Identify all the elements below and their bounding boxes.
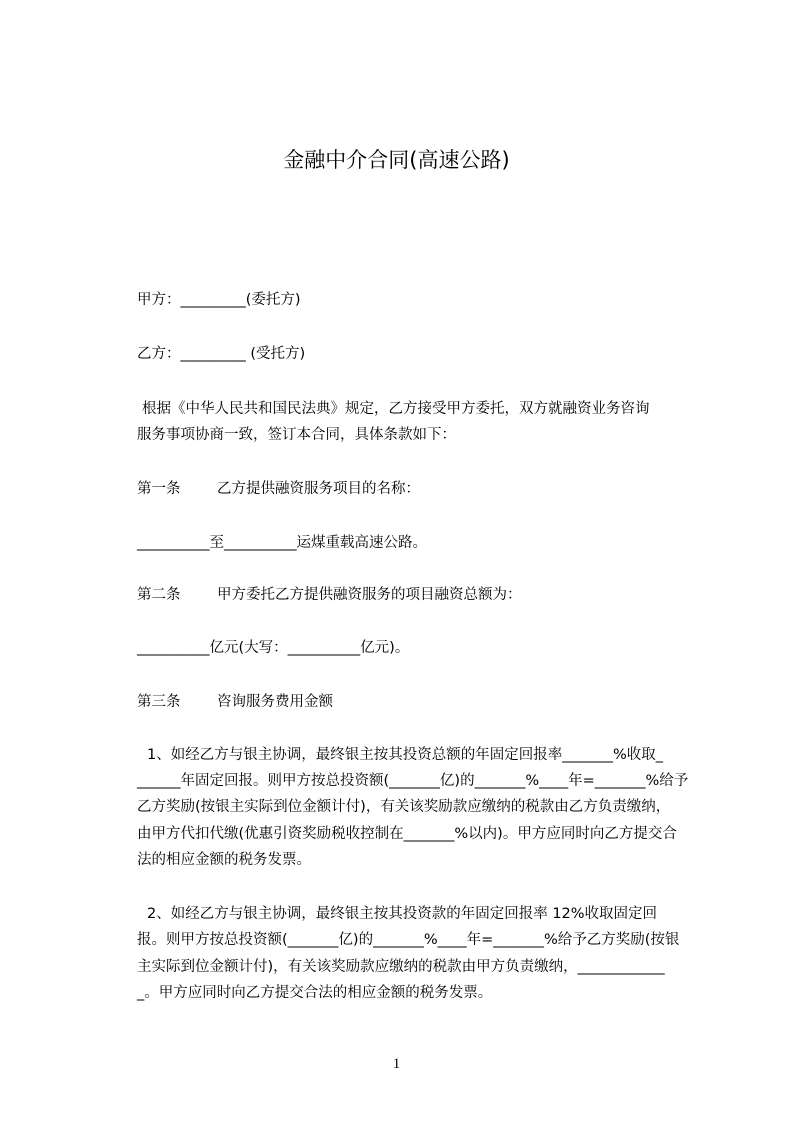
article-2-detail: __________亿元(大写：__________亿元)。: [137, 640, 410, 656]
intro-line: 服务事项协商一致，签订本合同，具体条款如下：: [137, 427, 456, 443]
clause-1-line: 由甲方代扣代缴(优惠引资奖励税收控制在_______%以内)。甲方应同时向乙方提交合: [137, 826, 677, 842]
article-1: [137, 480, 420, 498]
clause-1-line: 法的相应金额的税务发票。: [137, 852, 311, 868]
intro-line: 根据《中华人民共和国民法典》规定，乙方接受甲方委托，双方就融资业务咨询: [142, 401, 650, 417]
clause-2-line: _。甲方应同时向乙方提交合法的相应金额的税务发票。: [137, 985, 493, 1001]
article-label: 第三条: [137, 694, 181, 710]
article-text: 咨询服务费用金额: [217, 694, 333, 710]
article-text: 乙方提供融资服务项目的名称：: [217, 481, 420, 497]
clause-2-line: 主实际到位金额计付)，有关该奖励款应缴纳的税款由甲方负责缴纳，____________: [137, 959, 665, 975]
article-text: 甲方委托乙方提供融资服务的项目融资总额为：: [217, 587, 522, 603]
article-2: [137, 586, 522, 604]
page-number: 1: [392, 1056, 401, 1072]
clause-2-line: 2、如经乙方与银主协调，最终银主按其投资款的年固定回报率 12%收取固定回: [147, 906, 658, 922]
party-a: 甲方：_________(委托方): [137, 292, 301, 308]
document-title: 金融中介合同(高速公路): [283, 148, 510, 172]
clause-2-line: 报。则甲方按总投资额(_______亿)的_______%____年=_______%给予乙方奖励(按银: [137, 932, 680, 948]
party-b: 乙方：_________ (受托方): [137, 346, 306, 362]
clause-1-line: 乙方奖励(按银主实际到位金额计付)，有关该奖励款应缴纳的税款由乙方负责缴纳，: [137, 799, 671, 815]
article-1-detail: __________至__________运煤重载高速公路。: [137, 535, 427, 551]
article-3: [137, 693, 333, 711]
clause-1-line: ______年固定回报。则甲方按总投资额(_______亿)的_______%____年=_______%给予: [137, 773, 689, 789]
article-label: 第二条: [137, 587, 181, 603]
clause-1-line: 1、如经乙方与银主协调，最终银主按其投资总额的年固定回报率_______%收取_: [147, 747, 664, 763]
article-label: 第一条: [137, 481, 181, 497]
